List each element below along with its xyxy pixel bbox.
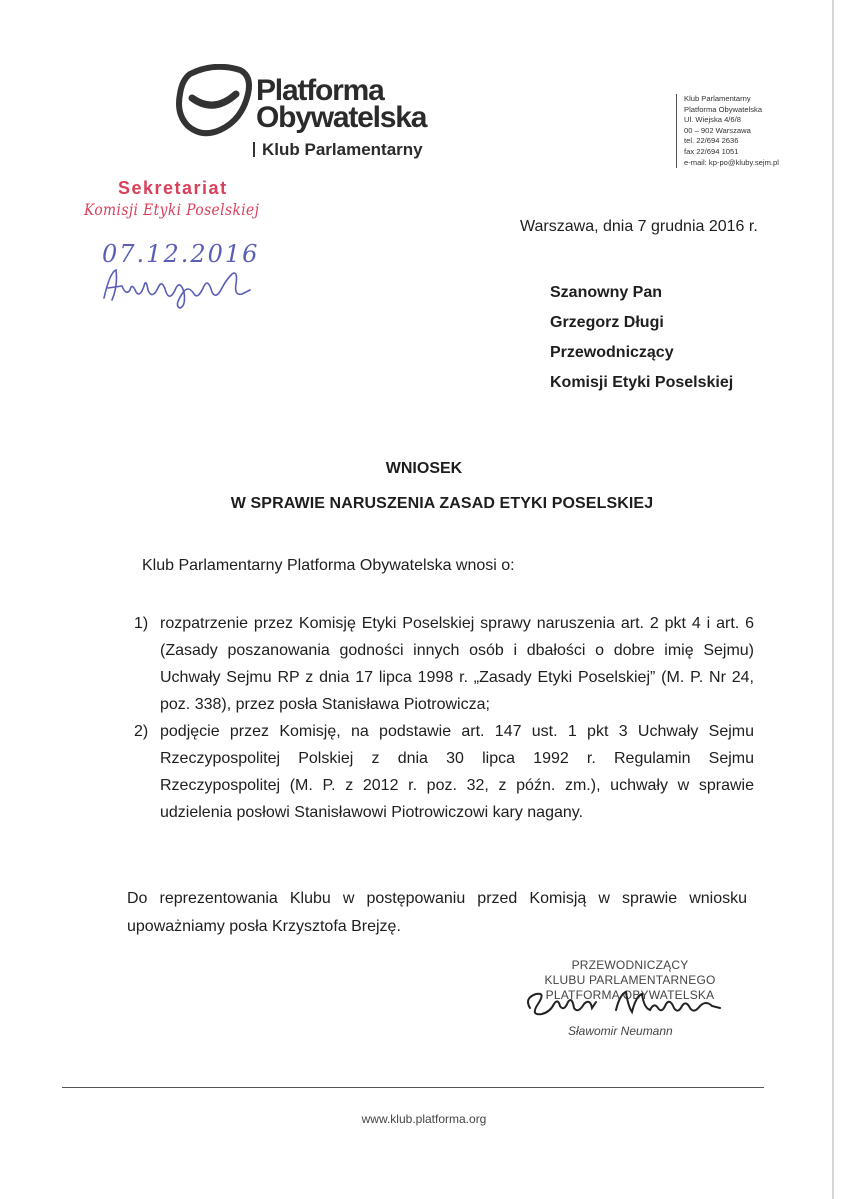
club-name: Klub Parlamentarny (262, 140, 423, 159)
signature-block (520, 958, 740, 1048)
document-title: WNIOSEK (385, 460, 463, 477)
date-line: Warszawa, dnia 7 grudnia 2016 r. (520, 218, 758, 235)
address-line: Platforma Obywatelska (684, 104, 763, 114)
closing-paragraph: Do reprezentowania Klubu w postępowaniu przed Komisją w sprawie wniosku upoważniamy posła Krzysztofa Brejzę. (127, 890, 747, 935)
smile-logo-icon (174, 64, 254, 142)
handwritten-signature-icon (100, 266, 260, 310)
logo-divider (253, 142, 255, 157)
footer-divider (62, 1087, 764, 1088)
address-line: fax 22/694 1051 (684, 146, 739, 156)
list-item (134, 610, 754, 718)
footer-website: www.klub.platforma.org (361, 1112, 487, 1126)
addressee-line: Komisji Etyki Poselskiej (550, 374, 734, 391)
address-line: e-mail: kp-po@kluby.sejm.pl (684, 157, 779, 167)
address-line: 00 – 902 Warszawa (684, 125, 751, 135)
addressee-line: Szanowny Pan (550, 284, 663, 301)
address-line: Klub Parlamentarny (684, 94, 751, 103)
party-logo (170, 62, 450, 162)
signature-title-line: PRZEWODNICZĄCY (571, 958, 689, 972)
list-item-number: 1) (134, 615, 149, 632)
handwritten-date: 07.12.2016 (102, 240, 260, 268)
address-line: Ul. Wiejska 4/6/8 (684, 115, 741, 125)
list-item-text: podjęcie przez Komisję, na podstawie art. 147 ust. 1 pkt 3 Uchwały Sejmu Rzeczypospolitej Polskiej z dnia 30 lipca 1992 r. Regulamin Sejmu Rzeczypospolitej (M. P. z 2012 r. poz. 32, z późn. zm.), uchwały w sprawie udzielenia posłowi Stanisławowi Piotrowiczowi kary nagany. (160, 723, 754, 821)
signatory-name: Sławomir Neumann (568, 1024, 673, 1038)
addressee-block (550, 278, 733, 398)
stamp-line-1: Sekretariat (118, 178, 228, 198)
sender-address (676, 94, 834, 168)
address-line: tel. 22/694 2636 (684, 136, 739, 146)
document-subtitle: W SPRAWIE NARUSZENIA ZASAD ETYKI POSELSKIEJ (230, 495, 654, 512)
addressee-line: Przewodniczący (550, 344, 674, 361)
brand-line-1: Platforma (256, 74, 384, 107)
intro-paragraph: Klub Parlamentarny Platforma Obywatelska wnosi o: (142, 557, 515, 574)
signature-scribble-icon (520, 984, 740, 1024)
list-item-text: rozpatrzenie przez Komisję Etyki Poselskiej sprawy naruszenia art. 2 pkt 4 i art. 6 (Zasady poszanowania godności innych osób i dbałości o dobre imię Sejmu) Uchwały Sejmu RP z dnia 17 lipca 1998 r. „Zasady Etyki Poselskiej” (M. P. Nr 24, poz. 338), przez posła Stanisława Piotrowicza; (160, 615, 754, 713)
list-item (134, 718, 754, 826)
signature-title-line: PLATFORMA OBYWATELSKA (545, 988, 715, 1002)
stamp-line-2: Komisji Etyki Poselskiej (84, 200, 260, 219)
received-stamp (84, 178, 294, 238)
request-list (134, 610, 754, 826)
list-item-number: 2) (134, 723, 149, 740)
page-edge (832, 0, 834, 1199)
addressee-line: Grzegorz Długi (550, 314, 664, 331)
signature-title-line: KLUBU PARLAMENTARNEGO (544, 973, 716, 987)
brand-line-2: Obywatelska (256, 101, 427, 134)
